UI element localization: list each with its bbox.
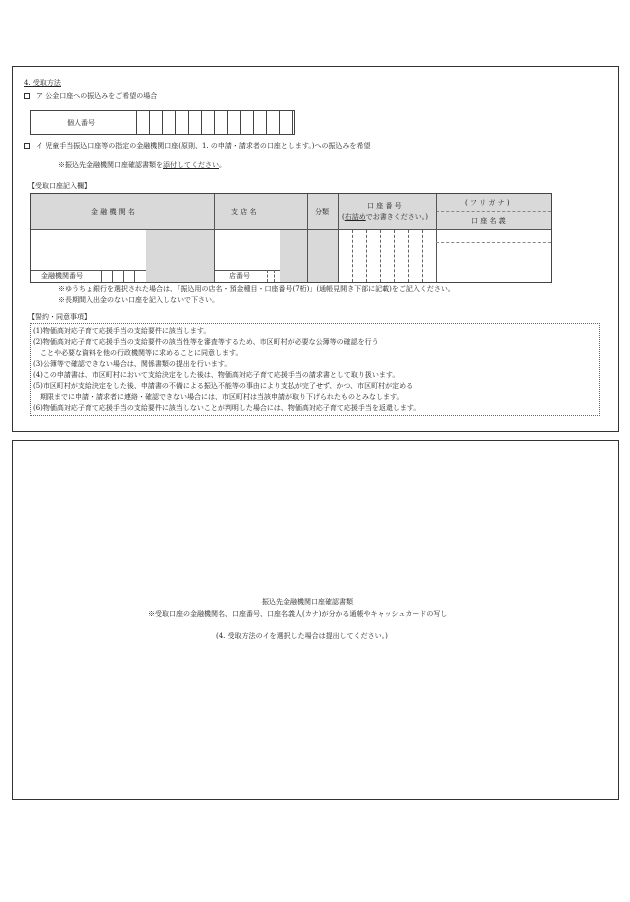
col-account-number-note [342,214,428,221]
note-paren-close: でお書きください。) [365,213,428,221]
col-branch-name: 支 店 名 [231,208,257,216]
type-cell[interactable] [308,230,338,282]
bank-number-label: 金融機関番号 [41,272,83,280]
attach-note-emphasis: 添付してください [163,161,219,169]
personal-number-digit-cell[interactable] [188,110,202,135]
personal-number-digit-cell[interactable] [162,110,176,135]
option-i-checkbox[interactable] [24,143,30,149]
personal-number-digit-cell[interactable] [266,110,280,135]
pledge-line: (5)市区町村が支給決定をした後、申請書の不備による振込不能等の事由により支払が完了せず、かつ、市区町村が定める [33,382,414,390]
branch-number-label: 店番号 [229,272,250,280]
col-bank-name: 金 融 機 関 名 [91,208,135,216]
note-right-align: 右詰め [344,213,366,221]
pledge-box [30,323,600,416]
attach-note [58,162,226,169]
bank-code-shade [146,230,214,282]
option-i-row [24,143,371,150]
attachment-instruction: ※受取口座の金融機関名、口座番号、口座名義人(カナ)が分かる通帳やキャッシュカードの写し [148,610,448,618]
personal-number-digit-cell[interactable] [214,110,228,135]
attachment-area[interactable] [12,440,619,800]
personal-number-digit-cell[interactable] [227,110,241,135]
personal-number-digit-cell[interactable] [253,110,267,135]
account-table [30,193,552,283]
pledge-line: ことや必要な資料を他の行政機関等に求めることに同意します。 [33,349,243,357]
account-heading: 【受取口座記入欄】 [28,182,91,190]
col-type: 分類 [315,208,329,216]
option-a-row [24,93,157,100]
option-i-label: イ 児童手当振込口座等の指定の金融機関口座(原則、1. の申請・請求者の口座とします。)への振込みを希望 [36,142,371,150]
pledge-line: (4)この申請書は、市区町村において支給決定をした後は、物価高対応子育て応援手当の請求書として取り扱います。 [33,371,400,379]
personal-number-digit-cell[interactable] [201,110,215,135]
attachment-title: 振込先金融機関口座確認書類 [262,598,353,606]
pledge-line: (2)物価高対応子育て応援手当の支給要件の該当性等を審査等するため、市区町村が必要な公簿等の確認を行う [33,338,379,346]
pledge-line: (3)公簿等で確認できない場合は、関係書類の提出を行います。 [33,360,232,368]
dormant-note: ※長期間入出金のない口座を記入しないで下さい。 [58,296,219,304]
option-a-checkbox[interactable] [24,93,30,99]
personal-number-digit-cell[interactable] [149,110,163,135]
personal-number-digit-cell[interactable] [136,110,150,135]
pledge-heading: 【誓約・同意事項】 [28,313,91,321]
personal-number-digit-cell[interactable] [175,110,189,135]
option-a-label: ア 公金口座への振込みをご希望の場合 [36,92,158,100]
pledge-line: (6)物価高対応子育て応援手当の支給要件に該当しないことが判明した場合には、物価高対応子育て応援手当を返還します。 [33,404,421,412]
personal-number-label: 個人番号 [67,119,95,127]
pledge-line: (1)物価高対応子育て応援手当の支給要件に該当します。 [33,327,211,335]
col-holder-name: 口 座 名 義 [471,217,506,225]
attachment-condition: (4. 受取方法のイを選択した場合は提出してください。) [216,632,388,640]
personal-number-digit-cell[interactable] [279,110,293,135]
pledge-line: 期限までに申請・請求者に連絡・確認できない場合には、市区町村は当該申請が取り下げられたものとみなします。 [33,393,404,401]
attach-note-suffix: 。 [219,161,226,169]
branch-code-shade [280,230,307,282]
personal-number-digit-cell[interactable] [240,110,254,135]
col-account-number: 口 座 番 号 [367,202,402,210]
col-furigana: ( フ リ ガ ナ ) [465,199,510,207]
yucho-note: ※ゆうちょ銀行を選択された場合は、「振込用の店名・預金種目・口座番号(7桁)」(通帳見開き下部に記載)をご記入ください。 [58,285,455,293]
note-paren-open: ( [342,213,345,221]
section-title: 4. 受取方法 [24,79,61,87]
attach-note-prefix: ※振込先金融機関口座確認書類を [58,161,163,169]
